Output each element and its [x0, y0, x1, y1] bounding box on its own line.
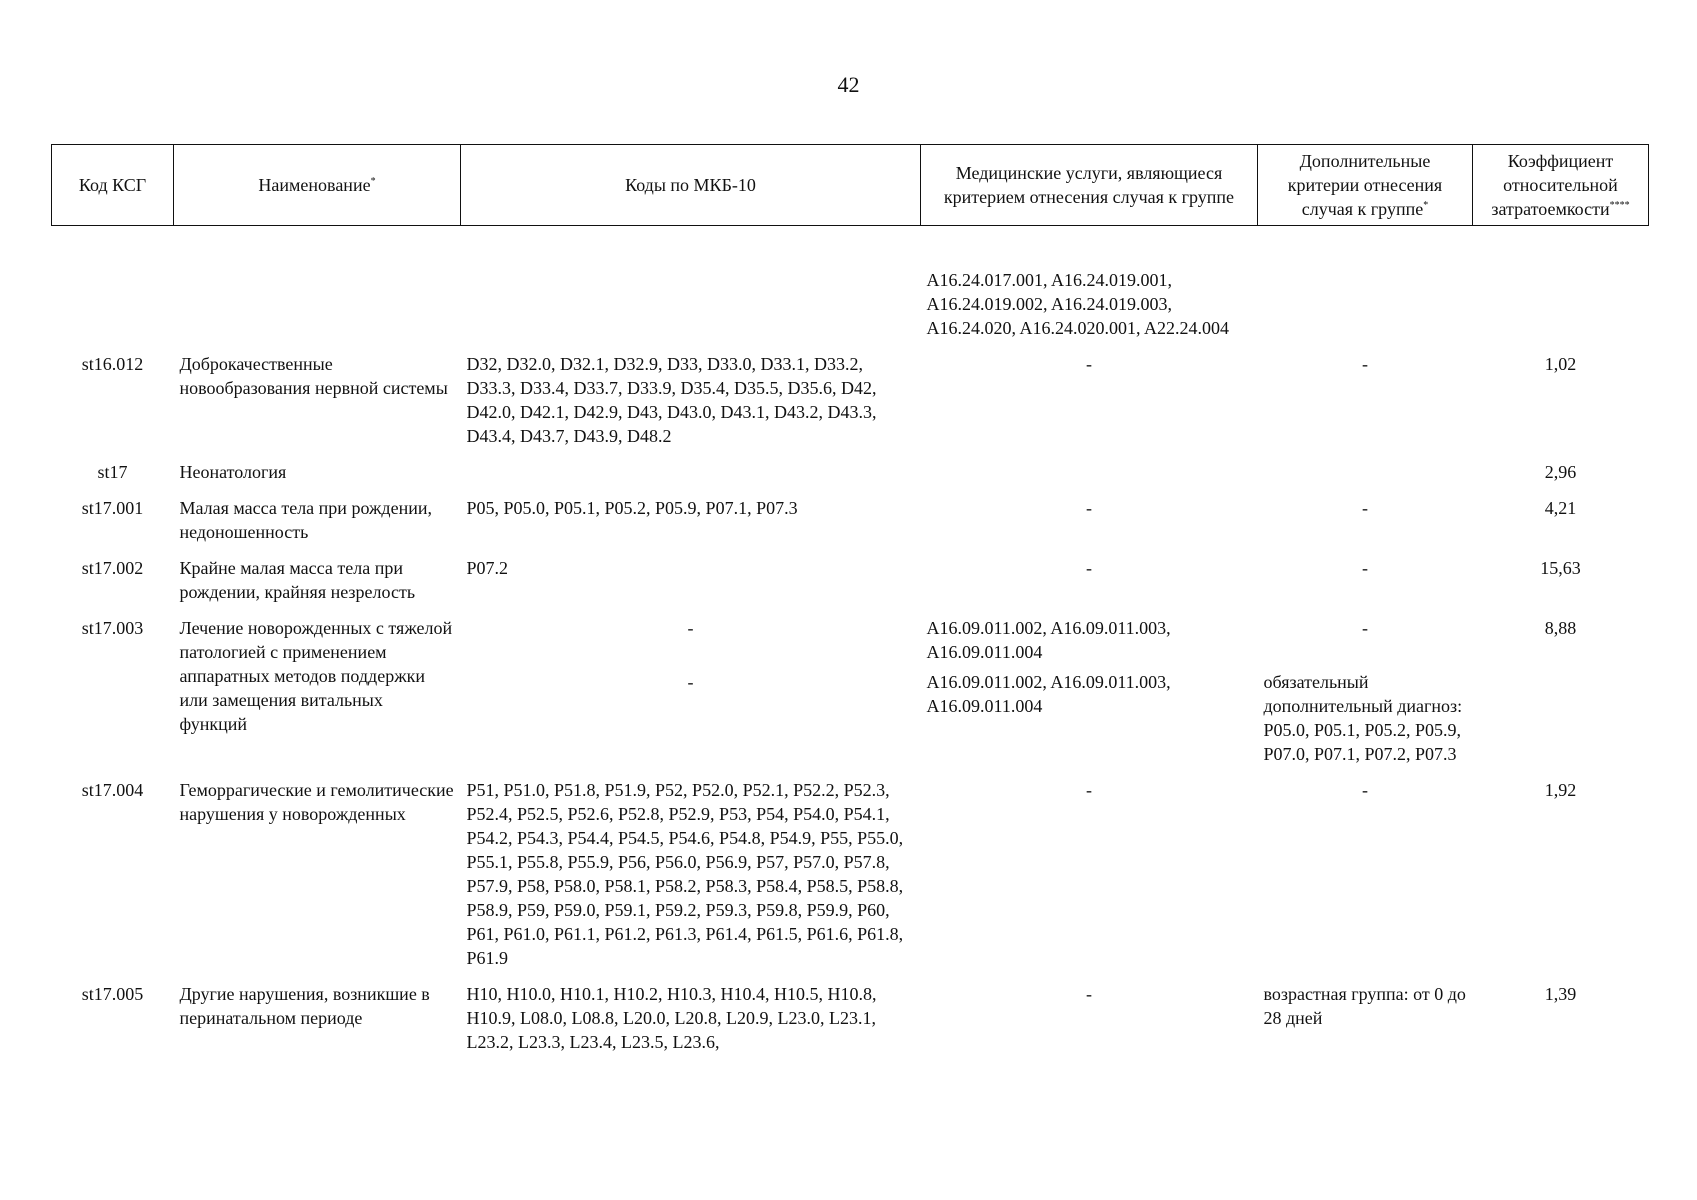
cell-services: A16.09.011.002, A16.09.011.003, A16.09.011.004 [926, 618, 1171, 662]
cell-mkb: - [687, 618, 694, 638]
page-number: 42 [837, 72, 860, 97]
cell-services: - [1086, 354, 1092, 374]
header-services: Медицинские услуги, являющиеся критерием отнесения случая к группе [921, 145, 1258, 226]
header-name-footnote-mark: * [370, 176, 376, 187]
cell-criteria: возрастная группа: от 0 до 28 дней [1263, 984, 1466, 1028]
cell-services: - [1086, 984, 1092, 1004]
header-criteria-label: Дополнительные критерии отнесения случая к группе [1287, 151, 1443, 219]
cell-code: st17 [97, 462, 128, 482]
table-row-continuation [52, 268, 1649, 352]
cell-coef: 1,92 [1544, 780, 1577, 800]
cell-services: A16.09.011.002, A16.09.011.003, A16.09.011.004 [926, 672, 1171, 716]
cell-code: st17.002 [81, 558, 144, 578]
cell-code: st17.003 [81, 618, 144, 638]
cell-coef: 1,02 [1544, 354, 1577, 374]
cell-mkb: - [687, 672, 694, 692]
cell-criteria: - [1362, 618, 1368, 638]
cell-services: - [1086, 558, 1092, 578]
header-name [174, 145, 461, 226]
header-coef [1473, 145, 1649, 226]
cell-name: Геморрагические и гемолитические нарушения у новорожденных [179, 780, 454, 824]
cell-name: Малая масса тела при рождении, недоношенность [179, 498, 432, 542]
cell-coef: 2,96 [1544, 462, 1577, 482]
cell-coef: 1,39 [1544, 984, 1577, 1004]
table-row [52, 496, 1649, 556]
cell-criteria: - [1362, 498, 1368, 518]
cell-mkb: P05, P05.0, P05.1, P05.2, P05.9, P07.1, P07.3 [466, 498, 798, 518]
table-row [52, 982, 1649, 1066]
cell-name: Неонатология [179, 462, 287, 482]
header-criteria-footnote-mark: * [1423, 200, 1429, 211]
cell-code: st17.004 [81, 780, 144, 800]
cell-code: st16.012 [81, 354, 144, 374]
header-mkb: Коды по МКБ-10 [461, 145, 921, 226]
cell-criteria: - [1362, 780, 1368, 800]
cell-services: A16.24.017.001, A16.24.019.001, A16.24.019.002, A16.24.019.003, A16.24.020, A16.24.020.001, A22.24.004 [926, 270, 1230, 338]
cell-services [921, 460, 1258, 496]
cell-criteria: - [1362, 558, 1368, 578]
cell-criteria [1258, 460, 1473, 496]
cell-mkb: P51, P51.0, P51.8, P51.9, P52, P52.0, P52.1, P52.2, P52.3, P52.4, P52.5, P52.6, P52.8, P52.9, P53, P54, P54.0, P54.1, P54.2, P54.3, P54.4, P54.5, P54.6, P54.8, P54.9, P55, P55.0, P55.1, P55.8, P55.9, P56, P56.0, P56.9, P57, P57.0, P57.8, P57.9, P58, P58.0, P58.1, P58.2, P58.3, P58.4, P58.5, P58.8, P58.9, P59, P59.0, P59.1, P59.2, P59.3, P59.8, P59.9, P60, P61, P61.0, P61.1, P61.2, P61.3, P61.4, P61.5, P61.6, P61.8, P61.9 [466, 780, 904, 968]
table-row [52, 352, 1649, 460]
cell-coef: 4,21 [1544, 498, 1577, 518]
cell-name: Лечение новорожденных с тяжелой патологией с применением аппаратных методов поддержки или замещения витальных функций [179, 618, 453, 734]
cell-mkb: H10, H10.0, H10.1, H10.2, H10.3, H10.4, H10.5, H10.8, H10.9, L08.0, L08.8, L20.0, L20.8, L20.9, L23.0, L23.1, L23.2, L23.3, L23.4, L23.5, L23.6, [466, 984, 877, 1052]
header-coef-footnote-mark: **** [1609, 200, 1630, 211]
cell-name: Доброкачественные новообразования нервной системы [179, 354, 448, 398]
header-coef-label: Коэффициент относительной затратоемкости [1491, 151, 1618, 219]
header-code: Код КСГ [52, 145, 174, 226]
table-row [52, 460, 1649, 496]
cell-name: Крайне малая масса тела при рождении, крайняя незрелость [179, 558, 416, 602]
cell-services: - [1086, 780, 1092, 800]
cell-criteria: - [1362, 354, 1368, 374]
cell-mkb: D32, D32.0, D32.1, D32.9, D33, D33.0, D33.1, D33.2, D33.3, D33.4, D33.7, D33.9, D35.4, D35.5, D35.6, D42, D42.0, D42.1, D42.9, D43, D43.0, D43.1, D43.2, D43.3, D43.4, D43.7, D43.9, D48.2 [466, 354, 877, 446]
cell-criteria: обязательный дополнительный диагноз: P05.0, P05.1, P05.2, P05.9, P07.0, P07.1, P07.2, P07.3 [1263, 672, 1463, 764]
table-row [52, 778, 1649, 982]
table-row [52, 616, 1649, 670]
cell-coef: 8,88 [1544, 618, 1577, 638]
ksg-table [51, 144, 1649, 1066]
header-criteria [1258, 145, 1473, 226]
cell-name: Другие нарушения, возникшие в перинатальном периоде [179, 984, 430, 1028]
cell-mkb [461, 460, 921, 496]
cell-code: st17.005 [81, 984, 144, 1004]
cell-mkb: P07.2 [466, 558, 509, 578]
cell-services: - [1086, 498, 1092, 518]
cell-coef: 15,63 [1540, 558, 1581, 578]
table-header-row [52, 145, 1649, 226]
table-row [52, 556, 1649, 616]
table-spacer-row [52, 226, 1649, 269]
cell-code: st17.001 [81, 498, 144, 518]
header-name-label: Наименование [258, 175, 371, 195]
